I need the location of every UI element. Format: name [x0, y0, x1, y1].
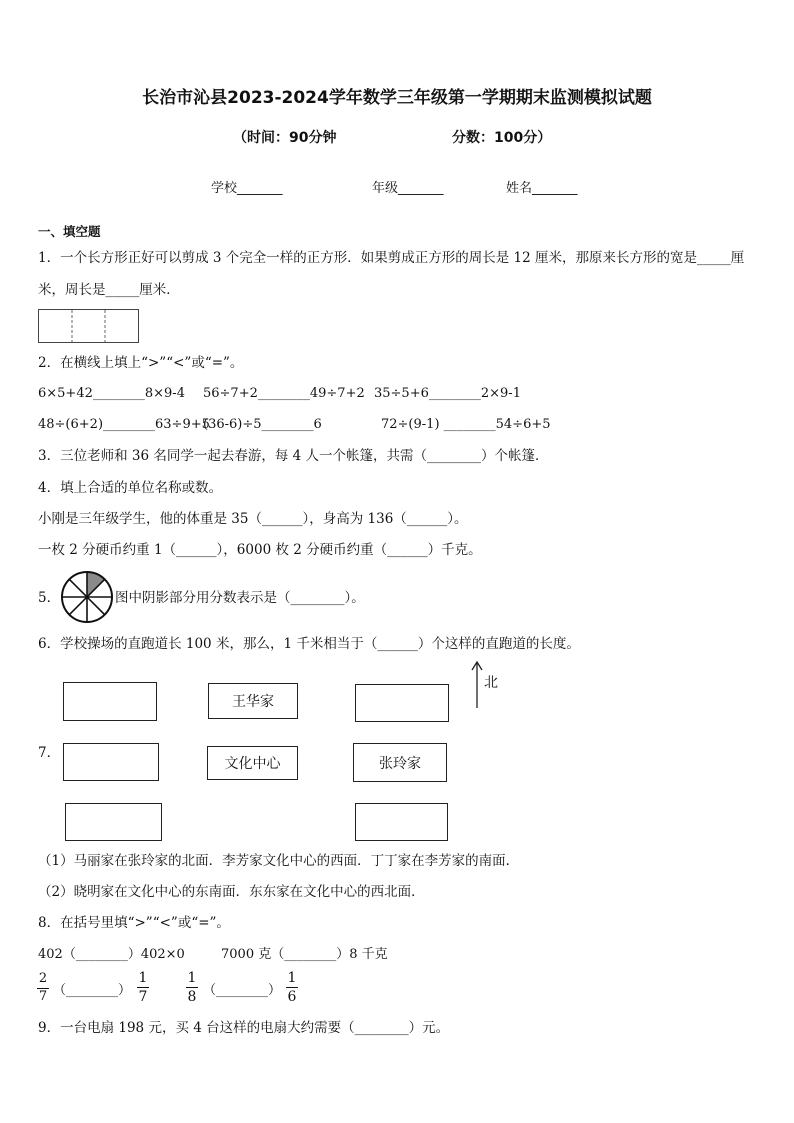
circle-eighths-figure: [60, 570, 114, 624]
q2-expr: 35÷5+6________2×9-1: [374, 386, 521, 401]
rectangle-figure: [38, 309, 139, 343]
q8-expr: 7000 克（________）8 千克: [221, 947, 388, 962]
empty-location-box: [355, 803, 448, 841]
question-3: 3．三位老师和 36 名同学一起去春游，每 4 人一个帐篷，共需（________）个帐篷．: [38, 448, 549, 464]
culture-center-label: 文化中心: [224, 756, 281, 772]
question-4: 4．填上合适的单位名称或数。: [38, 480, 223, 496]
question-4-line-2: 一枚 2 分硬币约重 1（______），6000 枚 2 分硬币约重（______）千克。: [38, 542, 482, 558]
question-7-part-2: （2）晓明家在文化中心的东南面．东东家在文化中心的西北面．: [38, 884, 425, 900]
question-1-line-1: 1．一个长方形正好可以剪成 3 个完全一样的正方形．如果剪成正方形的周长是 12 厘米，那原来长方形的宽是_____厘: [38, 250, 745, 266]
q2-expr: 6×5+42________8×9-4: [38, 386, 185, 401]
comparison-blank[interactable]: （________）: [203, 983, 282, 998]
question-8: 8．在括号里填“>”“<”或“=”。: [38, 915, 230, 931]
q8-expr: 402（________）402×0: [38, 947, 185, 962]
name-field[interactable]: 姓名_______: [506, 181, 578, 196]
q2-expr: 72÷(9-1) ________54÷6+5: [381, 417, 551, 432]
page-title: 长治市沁县2023-2024学年数学三年级第一学期期末监测模拟试题: [142, 88, 652, 108]
school-field[interactable]: 学校_______: [211, 181, 283, 196]
fraction: 1 7: [138, 970, 148, 1006]
exam-time: （时间：90分钟: [233, 130, 337, 146]
fraction: 2 7: [38, 971, 48, 1004]
empty-location-box: [63, 682, 157, 721]
question-5: 图中阴影部分用分数表示是（________）。: [115, 590, 365, 606]
empty-location-box: [65, 803, 162, 841]
wanghua-home-box: [208, 683, 298, 719]
culture-center-box: [207, 746, 298, 780]
question-7-number: 7．: [38, 745, 61, 761]
exam-score: 分数：100分）: [452, 130, 552, 146]
q2-expr: 56÷7+2________49÷7+2: [203, 386, 365, 401]
grade-field[interactable]: 年级_______: [372, 181, 444, 196]
fraction: 1 6: [287, 970, 297, 1006]
question-1-line-2: 米，周长是_____厘米．: [38, 282, 180, 298]
comparison-blank[interactable]: （________）: [53, 983, 132, 998]
q2-expr: 48÷(6+2)________63÷9+5: [38, 417, 210, 432]
question-5-number: 5．: [38, 590, 61, 606]
question-2: 2．在横线上填上“>”“<”或“=”。: [38, 355, 244, 371]
north-label: 北: [484, 675, 498, 691]
q2-expr: (36-6)÷5________6: [203, 417, 322, 432]
question-7-part-1: （1）马丽家在张玲家的北面．李芳家文化中心的西面．丁丁家在李芳家的南面．: [38, 853, 520, 869]
question-6: 6．学校操场的直跑道长 100 米，那么，1 千米相当于（______）个这样的直跑道的长度。: [38, 636, 580, 652]
empty-location-box: [355, 684, 449, 722]
zhangling-home-label: 张玲家: [379, 755, 421, 772]
question-4-line-1: 小刚是三年级学生，他的体重是 35（______），身高为 136（______）。: [38, 511, 468, 527]
zhangling-home-box: [353, 743, 447, 782]
empty-location-box: [63, 743, 159, 781]
north-arrow-icon: [470, 660, 484, 710]
question-9: 9．一台电扇 198 元，买 4 台这样的电扇大约需要（________）元。: [38, 1020, 450, 1036]
section-heading: 一、填空题: [38, 224, 101, 239]
wanghua-home-label: 王华家: [232, 694, 274, 710]
fraction: 1 8: [187, 970, 197, 1006]
